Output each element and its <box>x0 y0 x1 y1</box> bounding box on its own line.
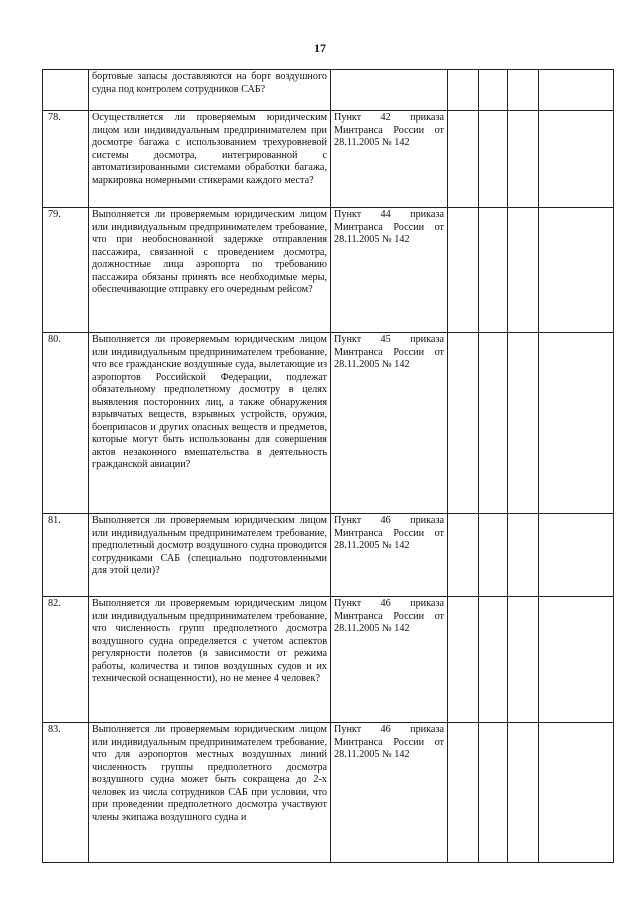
row-number: 80. <box>43 333 89 514</box>
answer-cell <box>479 208 508 333</box>
legal-reference: Пункт 45 приказа Минтранса России от 28.11.2005 № 142 <box>331 333 448 514</box>
legal-reference: Пункт 46 приказа Минтранса России от 28.11.2005 № 142 <box>331 723 448 863</box>
question-text: бортовые запасы доставляются на борт воздушного судна под контролем сотрудников САБ? <box>89 70 331 111</box>
answer-cell <box>539 333 614 514</box>
question-text: Выполняется ли проверяемым юридическим лицом или индивидуальным предпринимателем требование, предполетный досмотр воздушного судна проводится сотрудниками САБ (специально подготовленными для этой цели)? <box>89 514 331 597</box>
row-number: 78. <box>43 111 89 208</box>
answer-cell <box>539 723 614 863</box>
answer-cell <box>508 111 539 208</box>
legal-reference: Пункт 46 приказа Минтранса России от 28.11.2005 № 142 <box>331 597 448 723</box>
legal-reference: Пункт 46 приказа Минтранса России от 28.11.2005 № 142 <box>331 514 448 597</box>
answer-cell <box>539 597 614 723</box>
answer-cell <box>508 208 539 333</box>
answer-cell <box>508 514 539 597</box>
row-number: 81. <box>43 514 89 597</box>
table-row <box>43 208 614 333</box>
answer-cell <box>448 597 479 723</box>
answer-cell <box>479 111 508 208</box>
row-number <box>43 70 89 111</box>
answer-cell <box>448 208 479 333</box>
table-row <box>43 514 614 597</box>
row-number: 82. <box>43 597 89 723</box>
answer-cell <box>479 70 508 111</box>
answer-cell <box>448 514 479 597</box>
row-number: 83. <box>43 723 89 863</box>
question-text: Выполняется ли проверяемым юридическим лицом или индивидуальным предпринимателем требование, что для аэропортов местных воздушных линий численность группы предполетного досмотра воздушного судна может быть сокращена до 2-х человек из числа сотрудников САБ при условии, что при проведении предполетного досмотра участвуют члены экипажа воздушного судна и <box>89 723 331 863</box>
answer-cell <box>508 597 539 723</box>
legal-reference: Пункт 42 приказа Минтранса России от 28.11.2005 № 142 <box>331 111 448 208</box>
answer-cell <box>448 723 479 863</box>
legal-reference: Пункт 44 приказа Минтранса России от 28.11.2005 № 142 <box>331 208 448 333</box>
answer-cell <box>479 723 508 863</box>
table-row <box>43 111 614 208</box>
answer-cell <box>448 333 479 514</box>
answer-cell <box>479 514 508 597</box>
question-text: Выполняется ли проверяемым юридическим лицом или индивидуальным предпринимателем требование, что все гражданские воздушные суда, вылетающие из аэропортов Российской Федерации, подлежат обязательному предполетному досмотру в целях выявления посторонних лиц, а также обнаружения взрывчатых веществ, взрывных устройств, оружия, боеприпасов и других опасных веществ и предметов, которые могут быть использованы для совершения актов незаконного вмешательства в деятельность гражданской авиации? <box>89 333 331 514</box>
answer-cell <box>448 70 479 111</box>
table-row <box>43 70 614 111</box>
checklist-table <box>42 69 614 863</box>
row-number: 79. <box>43 208 89 333</box>
answer-cell <box>539 514 614 597</box>
answer-cell <box>479 597 508 723</box>
table-row <box>43 723 614 863</box>
answer-cell <box>539 70 614 111</box>
answer-cell <box>539 208 614 333</box>
answer-cell <box>508 723 539 863</box>
answer-cell <box>539 111 614 208</box>
table-row <box>43 597 614 723</box>
question-text: Выполняется ли проверяемым юридическим лицом или индивидуальным предпринимателем требование, что численность групп предполетного досмотра воздушного судна определяется с учетом аспектов регулярности полетов (в зависимости от режима работы, количества и типов воздушных судов и их технической оснащенности), но не менее 4 человек? <box>89 597 331 723</box>
question-text: Осуществляется ли проверяемым юридическим лицом или индивидуальным предпринимателем при досмотре багажа с использованием трехуровневой системы досмотра, интегрированной с автоматизированными системами обработки багажа, маркировка номерными стикерами каждого места? <box>89 111 331 208</box>
page-number: 17 <box>314 41 326 55</box>
question-text: Выполняется ли проверяемым юридическим лицом или индивидуальным предпринимателем требование, что при необоснованной задержке отправления пассажира, связанной с проведением досмотра, должностные лица аэропорта по требованию пассажира обязаны принять все необходимые меры, обеспечивающие отправку его очередным рейсом? <box>89 208 331 333</box>
answer-cell <box>448 111 479 208</box>
answer-cell <box>508 70 539 111</box>
table-row <box>43 333 614 514</box>
answer-cell <box>508 333 539 514</box>
legal-reference <box>331 70 448 111</box>
answer-cell <box>479 333 508 514</box>
